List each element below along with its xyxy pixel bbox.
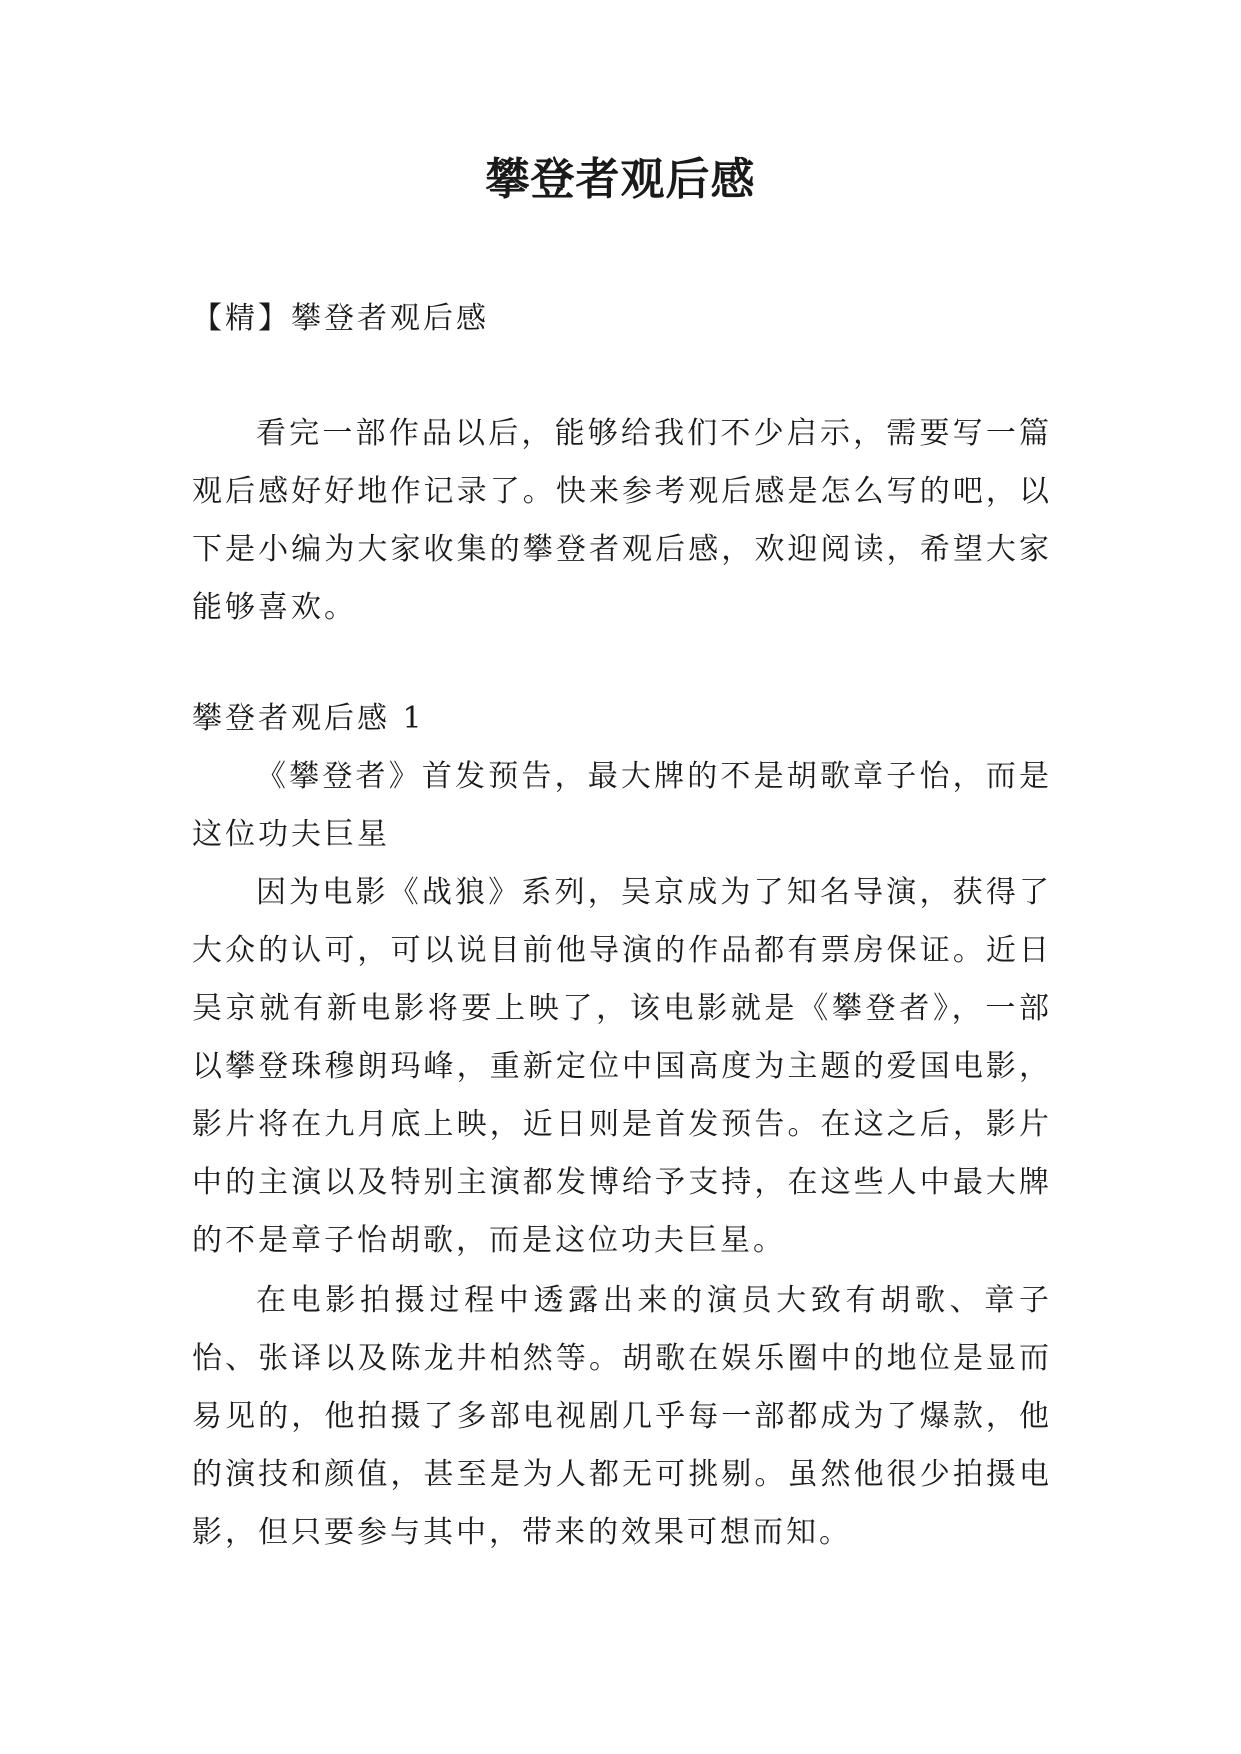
body-paragraph: 因为电影《战狼》系列，吴京成为了知名导演，获得了大众的认可，可以说目前他导演的作品都有票房保证。近日吴京就有新电影将要上映了，该电影就是《攀登者》，一部以攀登珠穆朗玛峰，重新定位中国高度为主题的爱国电影，影片将在九月底上映，近日则是首发预告。在这之后，影片中的主演以及特别主演都发博给予支持，在这些人中最大牌的不是章子怡胡歌，而是这位功夫巨星。 <box>192 875 1052 1258</box>
document-subtitle: 【精】攀登者观后感 <box>192 301 489 336</box>
intro-paragraph: 看完一部作品以后，能够给我们不少启示，需要写一篇观后感好好地作记录了。快来参考观后感是怎么写的吧，以下是小编为大家收集的攀登者观后感，欢迎阅读，希望大家能够喜欢。 <box>192 416 1052 625</box>
body-paragraph: 《攀登者》首发预告，最大牌的不是胡歌章子怡，而是这位功夫巨星 <box>192 759 1052 852</box>
body-paragraph: 在电影拍摄过程中透露出来的演员大致有胡歌、章子怡、张译以及陈龙井柏然等。胡歌在娱乐圈中的地位是显而易见的，他拍摄了多部电视剧几乎每一部都成为了爆款，他的演技和颜值，甚至是为人都无可挑剔。虽然他很少拍摄电影，但只要参与其中，带来的效果可想而知。 <box>192 1283 1052 1550</box>
page-title: 攀登者观后感 <box>485 154 756 205</box>
section-heading: 攀登者观后感 1 <box>192 701 425 736</box>
